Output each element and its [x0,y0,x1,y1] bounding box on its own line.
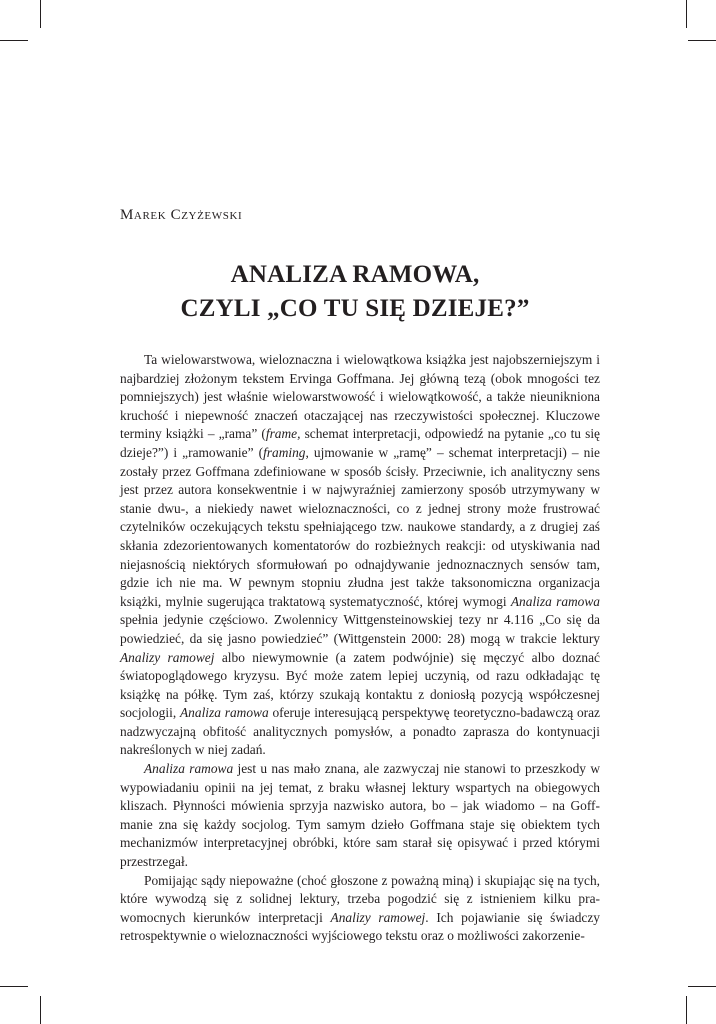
text-segment: , ujmowanie w „ramę” – schemat interpretacji) – nie zostały przez Goffmana zdefiniowane w sposób ścisły. Przeciwnie, ich analityczny sens jest przez autora konsekwentnie i w najwyraźniej zamierzony sposób utrzymywany w stanie dwu-, a niekiedy nawet wieloznaczności, co z jednej strony może frustrować czytelników oczekujących tekstu spełniającego tzw. naukowe standardy, a z drugiej zaś skłania zdezorientowanych komentatorów do rozbieżnych reakcji: od utyskiwania nad niejasnością niektórych sformułowań po odnajdywanie jednoznacznych sensów tam, gdzie ich nie ma. W pewnym stopniu złudna jest także taksonomiczna organizacja książki, mylnie sugerująca traktatową systematyczność, której wymogi [120,444,600,609]
crop-mark-bottom-right-horizontal [688,986,716,987]
italic-text: Analiza ramowa [180,705,269,721]
article-title [110,258,600,326]
crop-mark-top-left-vertical [40,0,41,28]
text-segment: albo niewymownie (a zatem podwójnie) się męczyć albo doznać światopoglądowego kryzysu. Być może zatem lepiej uczynią, od razu odkładając tę książkę na półkę. Tym zaś, którzy szukają kontaktu z doniosłą pozycją współczesnej socjologii, [120,649,600,721]
text-segment: Ta wielowarstwowa, wieloznaczna i wielowątkowa książka jest najobszerniejszym i najbardziej złożonym tekstem Ervinga Goffmana. Jej główną tezą (obok mnogości tez pomniejszych) jest właśnie wielowarstwowość i wielowątkowość, a także nieunikniona kruchość i niepewność znaczeń otaczającej nas rzeczywistości społecznej. Kluczowe terminy książki – „rama” ( [120,352,600,442]
crop-mark-bottom-right-vertical [686,996,687,1024]
italic-text: Analiza ramowa [510,593,601,609]
paragraph [120,351,600,760]
italic-text: frame, [265,426,301,442]
paragraph [120,872,600,946]
italic-text: Analizy ramowej [120,649,215,665]
article-body [120,351,600,946]
italic-text: Analizy ramowej [330,909,426,925]
crop-mark-bottom-left-horizontal [0,986,28,987]
crop-mark-bottom-left-vertical [40,996,41,1024]
text-segment: jest u nas mało znana, ale zazwyczaj nie stanowi to przeszkody w wypowiadaniu opinii na jej temat, z braku własnej lektury wspartych na obiegowych kliszach. Płynności mówienia sprzyja nazwisko autora, bo – jak wiadomo – na Goffmanie zna się każdy socjolog. Tym samym dzieło Goffmana staje się obiektem tych mechanizmów interpretacyjnej obróbki, które sam starał się opisywać i przed którymi przestrzegał. [120,761,600,870]
italic-text: framing [263,444,306,460]
author-name: Marek Czyżewski [120,207,243,223]
title-line-1: ANALIZA RAMOWA, [230,261,480,288]
text-segment: schemat interpretacji, odpowiedź na pytanie „co tu się dzieje?”) i „ramowanie” ( [120,426,600,460]
italic-text: Analiza ramowa [144,761,234,777]
text-segment: oferuje interesującą perspektywę teoretyczno-badawczą oraz nadzwyczajną obfitość analitycznych pomysłów, a ponadto zaprasza do kontynuacji nakreślonych w niej zadań. [120,705,601,758]
paragraph [120,760,600,872]
crop-mark-top-right-vertical [686,0,687,28]
title-line-2: CZYLI „CO TU SIĘ DZIEJE?” [180,295,530,322]
crop-mark-top-left-horizontal [0,40,28,41]
text-segment: . Ich pojawianie się świadczy retrospektywnie o wieloznaczności wyjściowego tekstu oraz o możliwości zakorzenie- [120,909,600,944]
text-segment: Pomijając sądy niepoważne (choć głoszone z poważną miną) i skupiając się na tych, które wywodzą się z solidnej lektury, trzeba pogodzić się z istnieniem kilku prawomocnych kierunków interpretacji [120,872,600,925]
crop-mark-top-right-horizontal [688,40,716,41]
text-segment: spełnia jedynie częściowo. Zwolennicy Wittgensteinowskiej tezy nr 4.116 „Co się da powiedzieć, da się jasno powiedzieć” (Wittgenstein 2000: 28) mogą w trakcie lektury [120,612,600,646]
